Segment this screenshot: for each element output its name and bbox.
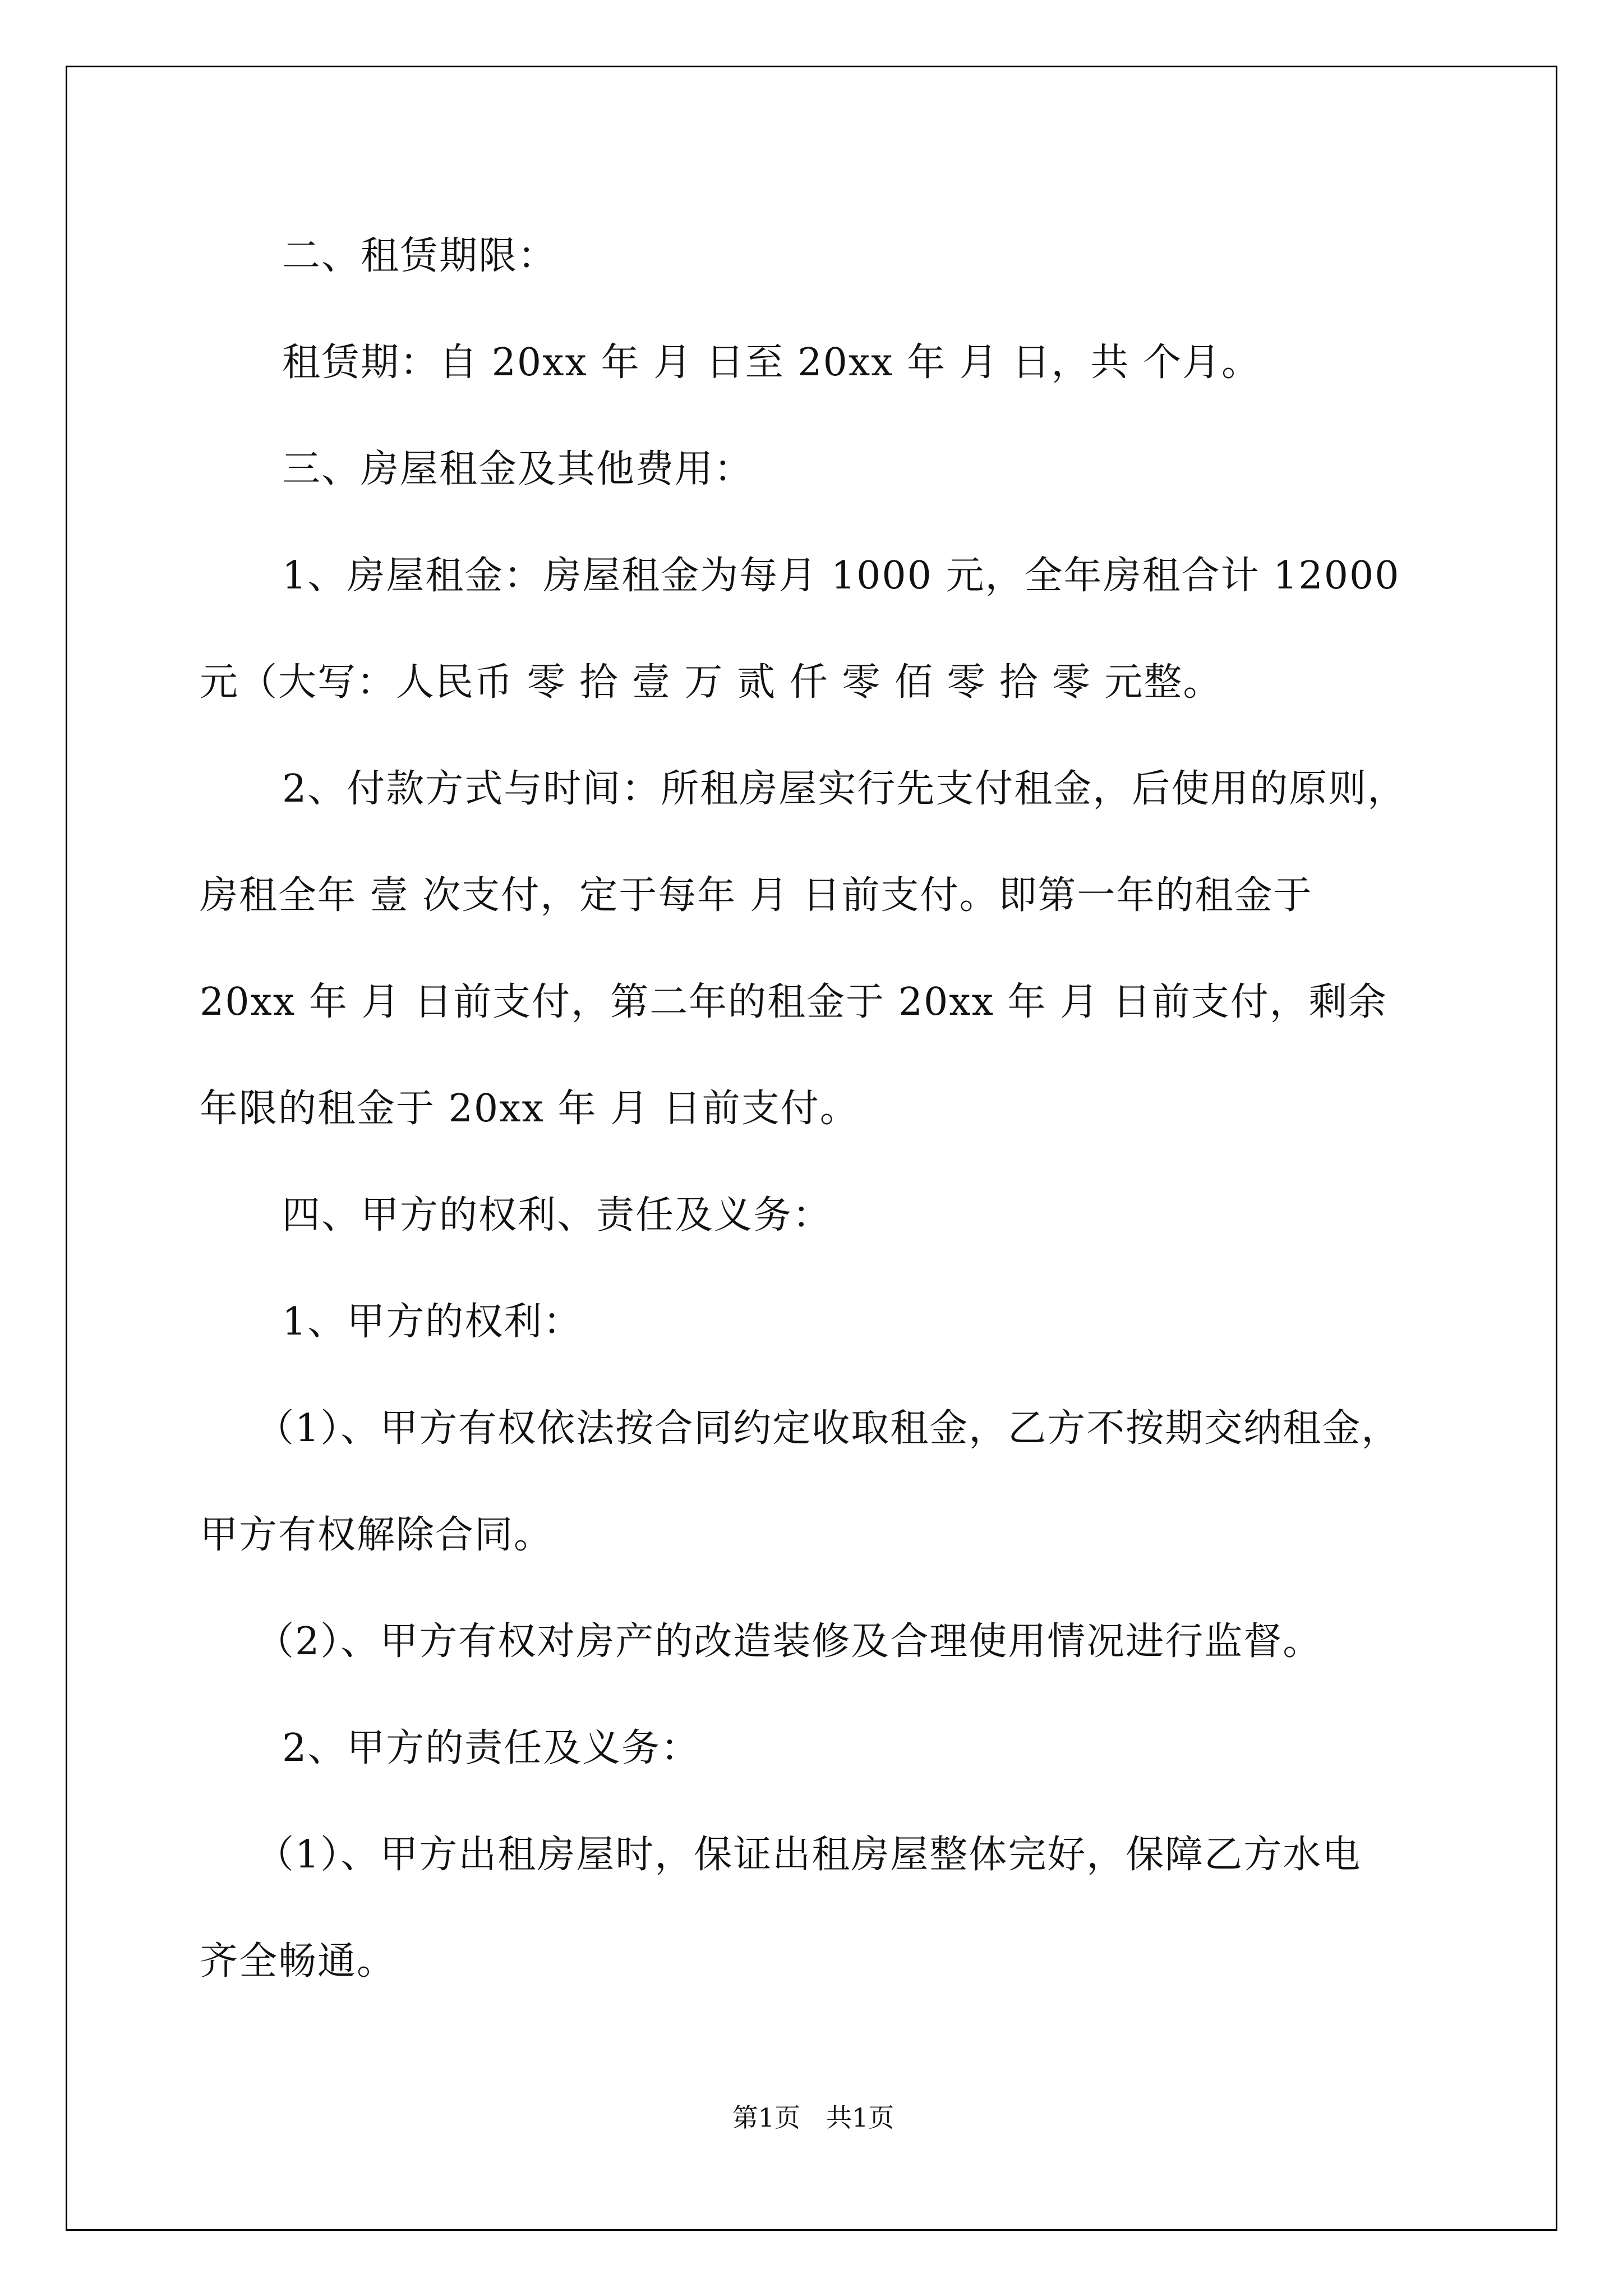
paragraph-line: 1、房屋租金：房屋租金为每月 1000 元，全年房租合计 12000 [282,554,1400,598]
paragraph-line: （1）、甲方出租房屋时，保证出租房屋整体完好，保障乙方水电 [256,1833,1362,1877]
section-heading-rent: 三、房屋租金及其他费用： [282,447,754,491]
paragraph-line: 2、付款方式与时间：所租房屋实行先支付租金，后使用的原则， [282,767,1407,811]
paragraph-line: 齐全畅通。 [200,1939,396,1984]
paragraph-line: 年限的租金于 20xx 年 月 日前支付。 [200,1087,859,1131]
paragraph-line: （1）、甲方有权依法按合同约定收取租金，乙方不按期交纳租金， [256,1406,1401,1451]
page-footer: 第1页 共1页 [732,2102,895,2133]
section-heading-party-a: 四、甲方的权利、责任及义务： [282,1193,832,1237]
subheading-party-a-duties: 2、甲方的责任及义务： [282,1726,700,1770]
section-heading-lease-term: 二、租赁期限： [282,234,557,278]
paragraph-line: 元（大写：人民币 零 拾 壹 万 贰 仟 零 佰 零 拾 零 元整。 [200,660,1223,705]
paragraph-line: 租赁期：自 20xx 年 月 日至 20xx 年 月 日，共 个月。 [282,341,1261,385]
paragraph-line: 甲方有权解除合同。 [200,1513,554,1557]
paragraph-line: 20xx 年 月 日前支付，第二年的租金于 20xx 年 月 日前支付，剩余 [200,980,1387,1024]
paragraph-line: 房租全年 壹 次支付，定于每年 月 日前支付。即第一年的租金于 [200,873,1313,918]
subheading-party-a-rights: 1、甲方的权利： [282,1300,583,1344]
paragraph-line: （2）、甲方有权对房产的改造装修及合理使用情况进行监督。 [256,1619,1322,1664]
page-frame [66,66,1557,2231]
